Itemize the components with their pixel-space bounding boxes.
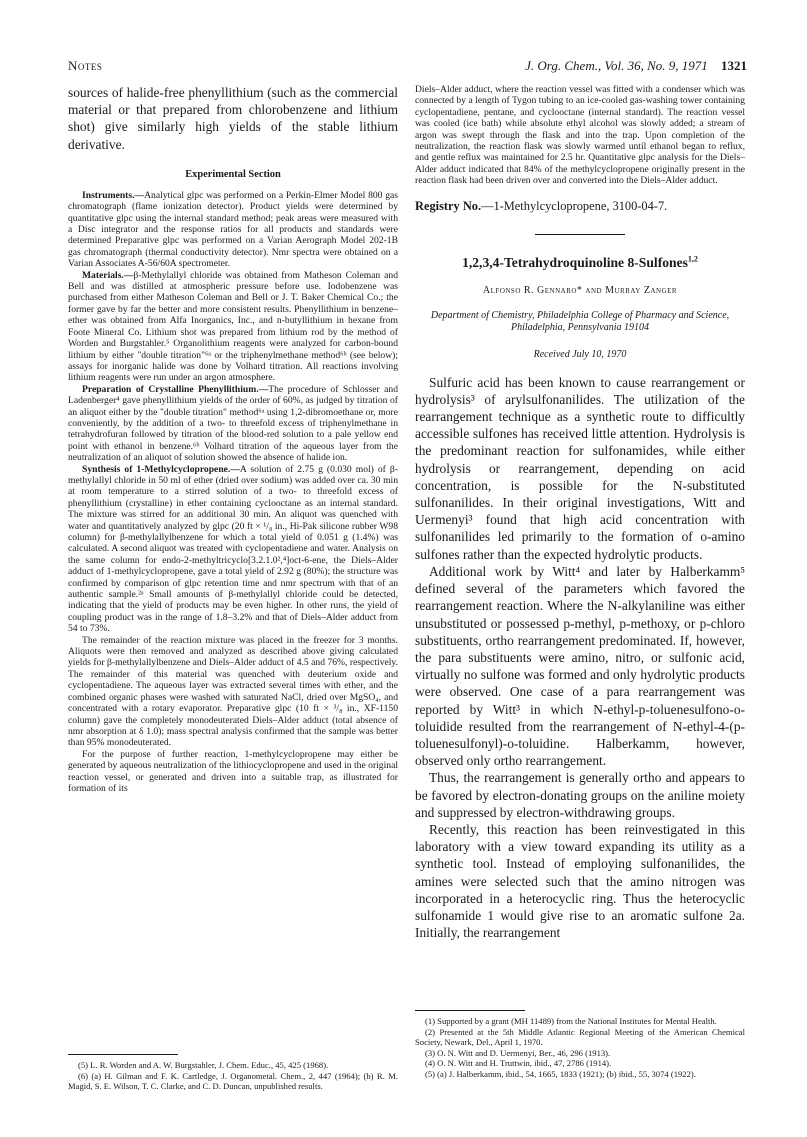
remainder-paragraph: The remainder of the reaction mixture was placed in the freezer for 3 months. Aliquots were then removed and analyzed as described above giving calculated yields for β-methylallylbenzene and Diels–Alder adduct of 4.5 and 76%, respectively. The remainder of this material was quenched with deuterium oxide and cyclopentadiene. The aqueous layer was extracted several times with ether, and the combined organic phases were washed with saturated NaCl, dried over MgSO₄, and concentrated with a rotary evaporator. Preparative glpc (10 ft × ³/₈ in., XF-1150 column) gave the completely monodeuterated Diels–Alder adduct (total absence of nmr absorption at δ 1.0); mass spectral analysis confirmed that the sample was better than 95% monodeuterated. — [68, 634, 398, 749]
body-paragraph-2: Additional work by Witt⁴ and later by Halberkamm⁵ defined several of the parameters which favored the rearrangement reaction. Where the N-alkylaniline was either unsubstituted or possessed p-methyl, p-methoxy, or p-chloro substituents, ortho rearrangement predominated. If, however, the para substituents were amino, nitro, or sulfonic acid, virtually no sulfone was formed and only hydrolytic products were observed. One case of a para rearrangement was reported by Witt³ in which N-ethyl-p-toluenesulfono-o-toluidide resulted from the rearrangement of N-ethyl-4-(p-toluenesulfonyl)-o-toluidine. Halberkamm, however, observed only ortho rearrangement. — [415, 563, 745, 769]
body-paragraph-4: Recently, this reaction has been reinvestigated in this laboratory with a view toward expanding its utility as a synthetic tool. Instead of employing sulfonanilides, the amines were selected such that the amino nitrogen was incorporated in a heterocyclic ring. Thus the heterocyclic sulfonamide 1 would give rise to an aromatic sulfone 2a. Initially, the rearrangement — [415, 821, 745, 941]
materials-lead: Materials.— — [82, 269, 134, 281]
synthesis-text: A solution of 2.75 g (0.030 mol) of β-methylallyl chloride in 50 ml of ether (dried over sodium) was added over ca. 30 min at room temperature to a stirred solution of a two- to threefold excess of phenyllithium (crystalline) in ether containing cyclooctane as an internal standard. The mixture was stirred for an additional 30 min. An aliquot was quenched with water and quantitatively analyzed by glpc (20 ft × ¹/₈ in., Hi-Pak silicone rubber W98 column) for β-methylallylbenzene for which a total yield of 0.051 g (1.4%) was calculated. A second aliquot was treated with cyclopentadiene and water. Analysis on the same column for endo-2-methyltricyclo[3.2.1.0²,⁴]oct-6-ene, the Diels–Alder adduct of 1-methylcyclopropene, gave a total yield of 2.92 g (80%); the structure was confirmed by comparison of glpc retention time and nmr spectrum with that of an authentic sample.²ᵃ Small amounts of β-methylallyl chloride could be detected, indicating that the yield of products may be even higher. In other runs, the yield of coupling product was in the range of 1.8–3.2% and that of Diels–Alder adduct from 54 to 73%. — [68, 463, 398, 635]
article-title-refs: 1,2 — [687, 254, 698, 264]
footnote-item: (5) L. R. Worden and A. W. Burgstahler, J. Chem. Educ., 45, 425 (1968). — [78, 1060, 329, 1070]
body-paragraph-3: Thus, the rearrangement is generally ortho and appears to be favored by electron-donating groups on the aniline moiety and suppressed by electron-withdrawing groups. — [415, 770, 745, 820]
received-date: Received July 10, 1970 — [533, 348, 627, 360]
registry-line — [415, 199, 745, 214]
footnote-item: (6) (a) H. Gilman and F. K. Cartledge, J. Organometal. Chem., 2, 447 (1964); (b) R. M. Magid, S. E. Wilson, T. C. Clarke, and C. D. Duncan, unpublished results. — [68, 1070, 398, 1091]
purpose-paragraph: For the purpose of further reaction, 1-methylcyclopropene may either be generated by aqueous neutralization of the lithiocyclopropene and used in the original reaction vessel, or generated and driven into a suitable trap, as illustrated for formation of its — [68, 748, 398, 794]
running-head — [68, 58, 747, 78]
left-column — [68, 84, 398, 794]
footnote-rule — [68, 1054, 178, 1055]
synthesis-lead: Synthesis of 1-Methylcyclopropene.— — [82, 463, 240, 475]
instruments-lead: Instruments.— — [82, 189, 145, 201]
article-title-text: 1,2,3,4-Tetrahydroquinoline 8-Sulfones — [462, 254, 688, 270]
article-title — [415, 255, 745, 271]
intro-paragraph: sources of halide-free phenyllithium (such as the commercial material or that prepared from chlorobenzene and lithium shot) give similarly high yields of the stable lithium derivative. — [68, 85, 398, 152]
journal-citation — [525, 58, 747, 74]
article-affiliation: Department of Chemistry, Philadelphia College of Pharmacy and Science, Philadelphia, Pennsylvania 19104 — [430, 309, 730, 334]
synthesis-paragraph — [68, 464, 398, 635]
left-footnotes — [68, 1046, 398, 1092]
footnote-rule — [415, 1010, 525, 1011]
experimental-heading: Experimental Section — [185, 168, 281, 180]
footnote-item: (2) Presented at the 5th Middle Atlantic Regional Meeting of the American Chemical Society, Newark, Del., April 1, 1970. — [415, 1026, 745, 1047]
materials-paragraph — [68, 270, 398, 384]
preparation-paragraph — [68, 384, 398, 464]
instruments-paragraph — [68, 190, 398, 270]
materials-text: β-Methylallyl chloride was obtained from Matheson Coleman and Bell and was distilled at atmospheric pressure before use. Iodobenzene was purchased from either Matheson Coleman and Bell or J. T. Baker Chemical Co.; the former gave by far the better and more consistent results. Phenyllithium in benzene–ether was obtained from Alfa Inorganics, Inc., and n-butyllithium in hexane from Foote Mineral Co. Lithium shot was prepared from lithium rod by the method of Worden and Burgstahler.⁵ Organolithium reagents were analyzed for carbon-bound lithium by either "double titration"⁶ᵃ or the triphenylmethane method⁶ᵇ (see below); assays for inorganic halide was done by Volhard titration. All reactions involving lithium reagents were run under an argon atmosphere. — [68, 269, 398, 384]
footnote-item: (1) Supported by a grant (MH 11489) from the National Institutes for Mental Health. — [425, 1016, 717, 1026]
journal-name: J. Org. Chem., Vol. 36, No. 9, 1971 — [525, 58, 708, 73]
footnote-item: (3) O. N. Witt and D. Uermenyi, Ber., 46, 296 (1913). — [425, 1047, 611, 1058]
registry-value: —1-Methylcyclopropene, 3100-04-7. — [481, 198, 668, 213]
article-divider — [535, 234, 625, 235]
body-paragraph-1: Sulfuric acid has been known to cause rearrangement or hydrolysis³ of arylsulfonanilides. The utilization of the rearrangement technique as a synthetic route to difficultly accessible sulfones has received little attention. Hydrolysis is the predominant reaction for sulfonamides, while either hydrolysis or rearrangement, depending on acid concentration, is possible for the N-substituted sulfonanilides. In their original investigations, Witt and Uermenyi³ found that high acid concentration with sulfonanilides led primarily to the formation of o-amino sulfones rather than the expected hydrolytic products. — [415, 374, 745, 562]
preparation-text: The procedure of Schlosser and Ladenberger⁴ gave phenyllithium yields of the order of 60%, as judged by titration of an aliquot either by the "double titration" method⁶ᵃ using 1,2-dibromoethane or, more conveniently, by the addition of a two- to threefold excess of triphenylmethane in tetrahydrofuran followed by titration of the blood-red solution to a pale yellow end point with ethanol in benzene.⁶ᵇ Volhard titration of the aqueous layer from the neutralization of an aliquot of solution showed the absence of halide ion. — [68, 383, 398, 464]
article-authors: Alfonso R. Gennaro* and Murray Zanger — [482, 284, 678, 296]
page-number: 1321 — [721, 58, 747, 73]
right-footnotes — [415, 1002, 745, 1079]
footnote-item: (5) (a) J. Halberkamm, ibid., 54, 1665, 1833 (1921); (b) ibid., 55, 3074 (1922). — [425, 1068, 696, 1079]
footnote-item: (4) O. N. Witt and H. Truttwin, ibid., 47, 2786 (1914). — [425, 1058, 612, 1068]
continuation-paragraph: Diels–Alder adduct, where the reaction vessel was fitted with a condenser which was connected by a length of Tygon tubing to an ice-cooled gas-washing tower containing cyclopentadiene, pentane, and cyclooctane (internal standard). The reaction vessel was cooled (ice bath) while absolute ethyl alcohol was slowly added; a stream of argon was swept through the flask and into the trap. Upon completion of the neutralization, the reaction flask was slowly warmed until ethanol began to reflux, and gentle reflux was maintained for 2.5 hr. Quantitative glpc analysis for the Diels–Alder adduct indicated that 84% of the methylcyclopropene originally present in the reaction flask had been driven over and converted into the Diels–Alder adduct. — [415, 84, 745, 187]
right-column — [415, 84, 745, 941]
registry-label: Registry No. — [415, 198, 482, 213]
instruments-text: Analytical glpc was performed on a Perkin-Elmer Model 800 gas chromatograph (flame ionization detector). Product yields were determined by quantitative glpc using the internal standard method; peak areas were measured with a Disc integrator and the response ratios for all products and standards were determined Preparative glpc was performed on a Varian Aerograph Model 202-1B gas chromatograph (thermal conductivity detector). Nmr spectra were obtained on a Varian Associates A-56/60A spectrometer. — [68, 189, 398, 270]
section-label: Notes — [68, 58, 103, 73]
preparation-lead: Preparation of Crystalline Phenyllithium.— — [82, 383, 269, 395]
